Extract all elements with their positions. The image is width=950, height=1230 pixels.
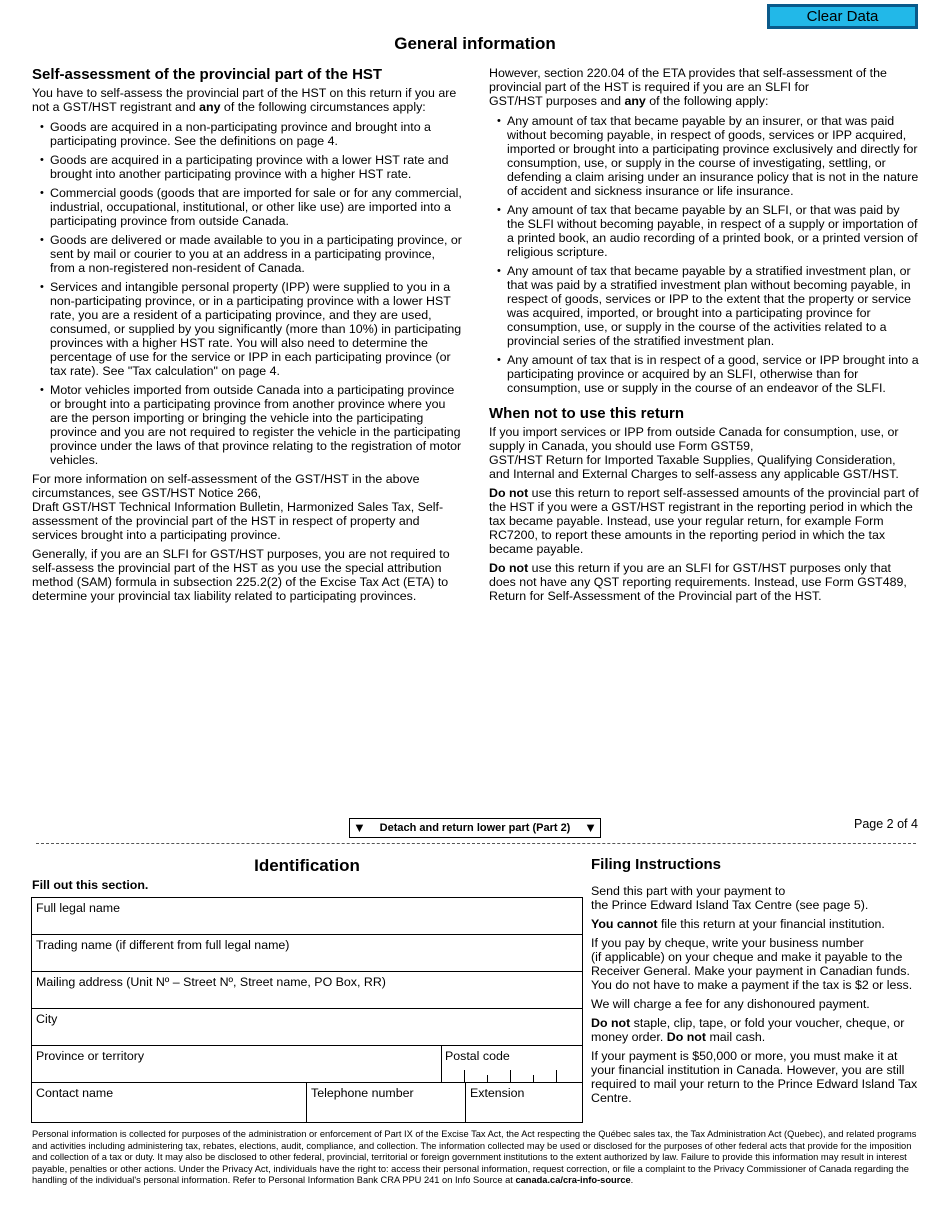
right-column (489, 66, 919, 608)
list-item: • Any amount of tax that is in respect of a good, service or IPP brought into a participating province or acquired by an SLFI, otherwise than for consumption, use or supply in the course of an endeavor of the SLFI. (489, 353, 919, 395)
list-item: • Goods are acquired in a non-participating province and brought into a participating province. See the definitions on page 4. (32, 120, 462, 148)
fill-out-instruction: Fill out this section. (32, 878, 149, 892)
filing-paragraph: If your payment is $50,000 or more, you must make it at your financial institution in Canada. However, you are still required to mail your return to the Prince Edward Island Tax Centre. (591, 1049, 918, 1105)
telephone-field[interactable] (307, 1083, 466, 1122)
left-bullet-list (32, 120, 462, 467)
trading-name-field[interactable] (32, 935, 582, 972)
province-field[interactable] (32, 1046, 442, 1083)
detach-label: Detach and return lower part (Part 2) (379, 822, 571, 834)
list-item: • Goods are acquired in a participating province with a lower HST rate and brought into another participating province with a higher HST rate. (32, 153, 462, 181)
field-label: Contact name (36, 1086, 114, 1100)
page-title: General information (394, 34, 556, 53)
down-triangle-icon: ▼ (353, 820, 366, 835)
list-item: • Services and intangible personal property (IPP) were supplied to you in a non-participating province, or in a participating province with a lower HST rate, you are a resident of a participating province, and they are used, consumed, or supplied by you significantly (more than 10%) in participating provinces with a higher HST rate. You will also need to determine the percentage of use for the service or IPP in each participating province (or tax rate). See "Tax calculation" on page 4. (32, 280, 462, 378)
filing-paragraph: If you pay by cheque, write your business number (if applicable) on your cheque and make it payable to the Receiver General. Make your payment in Canadian funds. You do not have to make a payment if the tax is $2 or less. (591, 936, 913, 992)
filing-paragraph: Do not staple, clip, tape, or fold your voucher, cheque, or money order. Do not mail cash. (591, 1016, 905, 1044)
info-source-link[interactable]: canada.ca/cra-info-source (515, 1175, 631, 1185)
left-column (32, 66, 462, 608)
identification-title: Identification (254, 856, 360, 875)
when-not-paragraph-1: If you import services or IPP from outside Canada for consumption, use, or supply in Canada, you should use Form GST59, GST/HST Return for Imported Taxable Supplies, Qualifying Consideration, and Internal and External Charges to self-assess any applicable GST/HST. (489, 425, 899, 481)
field-label: City (36, 1012, 58, 1026)
extension-field[interactable] (466, 1083, 582, 1122)
identification-form (31, 897, 583, 1123)
list-item: • Commercial goods (goods that are imported for sale or for any commercial, industrial, occupational, institutional, or other like use) are imported into a participating province from outside Canada. (32, 186, 462, 228)
list-item: • Any amount of tax that became payable by an SLFI, or that was paid by the SLFI without becoming payable, in respect of a supply or importation of a printed book, an audio recording of a printed book, or a printed version of religious scripture. (489, 203, 919, 259)
list-item: • Any amount of tax that became payable by an insurer, or that was paid without becoming payable, in respect of goods, services or IPP acquired, imported or brought into a participating province exclusively and directly for consumption, use, or supply in the course of investigating, settling, or defending a claim arising under an insurance policy that is not in the nature of accident and sickness insurance or life insurance. (489, 114, 919, 198)
filing-paragraph: We will charge a fee for any dishonoured payment. (591, 997, 870, 1011)
field-label: Mailing address (Unit Nº – Street Nº, Street name, PO Box, RR) (36, 975, 386, 989)
field-label: Full legal name (36, 901, 121, 915)
more-info-paragraph: For more information on self-assessment of the GST/HST in the above circumstances, see GST/HST Notice 266, Draft GST/HST Technical Information Bulletin, Harmonized Sales Tax, Self-assessment of the provincial part of the HST in respect of property and services brought into a participating province. (32, 472, 444, 542)
postal-code-field[interactable] (442, 1046, 582, 1083)
filing-paragraph: You cannot file this return at your financial institution. (591, 917, 885, 931)
when-not-paragraph-2: Do not use this return to report self-assessed amounts of the provincial part of the HST if you were a GST/HST registrant in the reporting period in which the tax became payable. Instead, use your regular return, for example Form RC7200, to report these amounts in the reporting period in which the tax became payable. (489, 486, 919, 556)
filing-title: Filing Instructions (591, 856, 721, 873)
mailing-address-field[interactable] (32, 972, 582, 1009)
when-not-paragraph-3: Do not use this return if you are an SLFI for GST/HST purposes only that does not have any QST reporting requirements. Instead, use Form GST489, Return for Self-Assessment of the Provincial part of the HST. (489, 561, 907, 603)
list-item: • Goods are delivered or made available to you in a participating province, or sent by mail or courier to you at an address in a participating province, from a non-registered non-resident of Canada. (32, 233, 462, 275)
detach-banner (349, 818, 601, 838)
field-label: Telephone number (311, 1086, 414, 1100)
field-label: Postal code (445, 1049, 510, 1063)
self-assessment-heading: Self-assessment of the provincial part of the HST (32, 66, 383, 83)
right-bullet-list (489, 114, 919, 395)
privacy-notice: Personal information is collected for purposes of the administration or enforcement of Part IX of the Excise Tax Act, the Act respecting the Québec sales tax, the Tax Administration Act (Quebec), and related programs and activities including administering tax, rebates, elections, audit, compliance, and collection. The information collected may be used or disclosed for the purposes of other federal acts that provide for the imposition and collection of a tax or duty. It may also be disclosed to other federal, provincial, territorial or foreign government institutions to the extent authorized by law. Failure to provide this information may result in interest payable, penalties or other actions. Under the Privacy Act, individuals have the right to: access their personal information, request correction, or file a complaint to the Privacy Commissioner of Canada regarding the handling of the individual's personal information. Refer to Personal Information Bank CRA PPU 241 on Info Source at canada.ca/cra-info-source. (32, 1129, 917, 1185)
contact-row (32, 1083, 582, 1122)
full-legal-name-field[interactable] (32, 898, 582, 935)
right-intro: However, section 220.04 of the ETA provides that self-assessment of the provincial part of the HST is required if you are an SLFI for GST/HST purposes and any of the following apply: (489, 66, 887, 108)
detach-line (36, 843, 916, 844)
filing-instructions (591, 856, 921, 1110)
province-row (32, 1046, 582, 1083)
clear-data-button[interactable]: Clear Data (768, 5, 917, 28)
when-not-heading: When not to use this return (489, 405, 684, 422)
list-item: • Any amount of tax that became payable by a stratified investment plan, or that was paid by a stratified investment plan without becoming payable, in respect of goods, services or IPP to the extent that the property or service was acquired, imported, or brought into a participating province for consumption, use, or supply in the course of the activities related to a provincial series of the stratified investment plan. (489, 264, 919, 348)
page-number: Page 2 of 4 (854, 817, 918, 831)
down-triangle-icon: ▼ (584, 820, 597, 835)
slfi-paragraph: Generally, if you are an SLFI for GST/HST purposes, you are not required to self-assess the provincial part of the HST as you use the special attribution method (SAM) formula in subsection 225.2(2) of the Excise Tax Act (ETA) to determine your provincial tax liability related to participating provinces. (32, 547, 450, 603)
city-field[interactable] (32, 1009, 582, 1046)
contact-name-field[interactable] (32, 1083, 307, 1122)
field-label: Province or territory (36, 1049, 145, 1063)
field-label: Extension (470, 1086, 525, 1100)
postal-code-boxes (464, 1070, 560, 1083)
filing-paragraph: Send this part with your payment to the Prince Edward Island Tax Centre (see page 5). (591, 884, 869, 912)
list-item: • Motor vehicles imported from outside Canada into a participating province or brought into a participating province from another province where you are the person importing or bringing the vehicle into the participating province and you are not required to register the vehicle in the participating province under the laws of that province relating to the registration of motor vehicles. (32, 383, 462, 467)
field-label: Trading name (if different from full legal name) (36, 938, 290, 952)
left-intro: You have to self-assess the provincial part of the HST on this return if you are not a GST/HST registrant and any of the following circumstances apply: (32, 86, 457, 114)
